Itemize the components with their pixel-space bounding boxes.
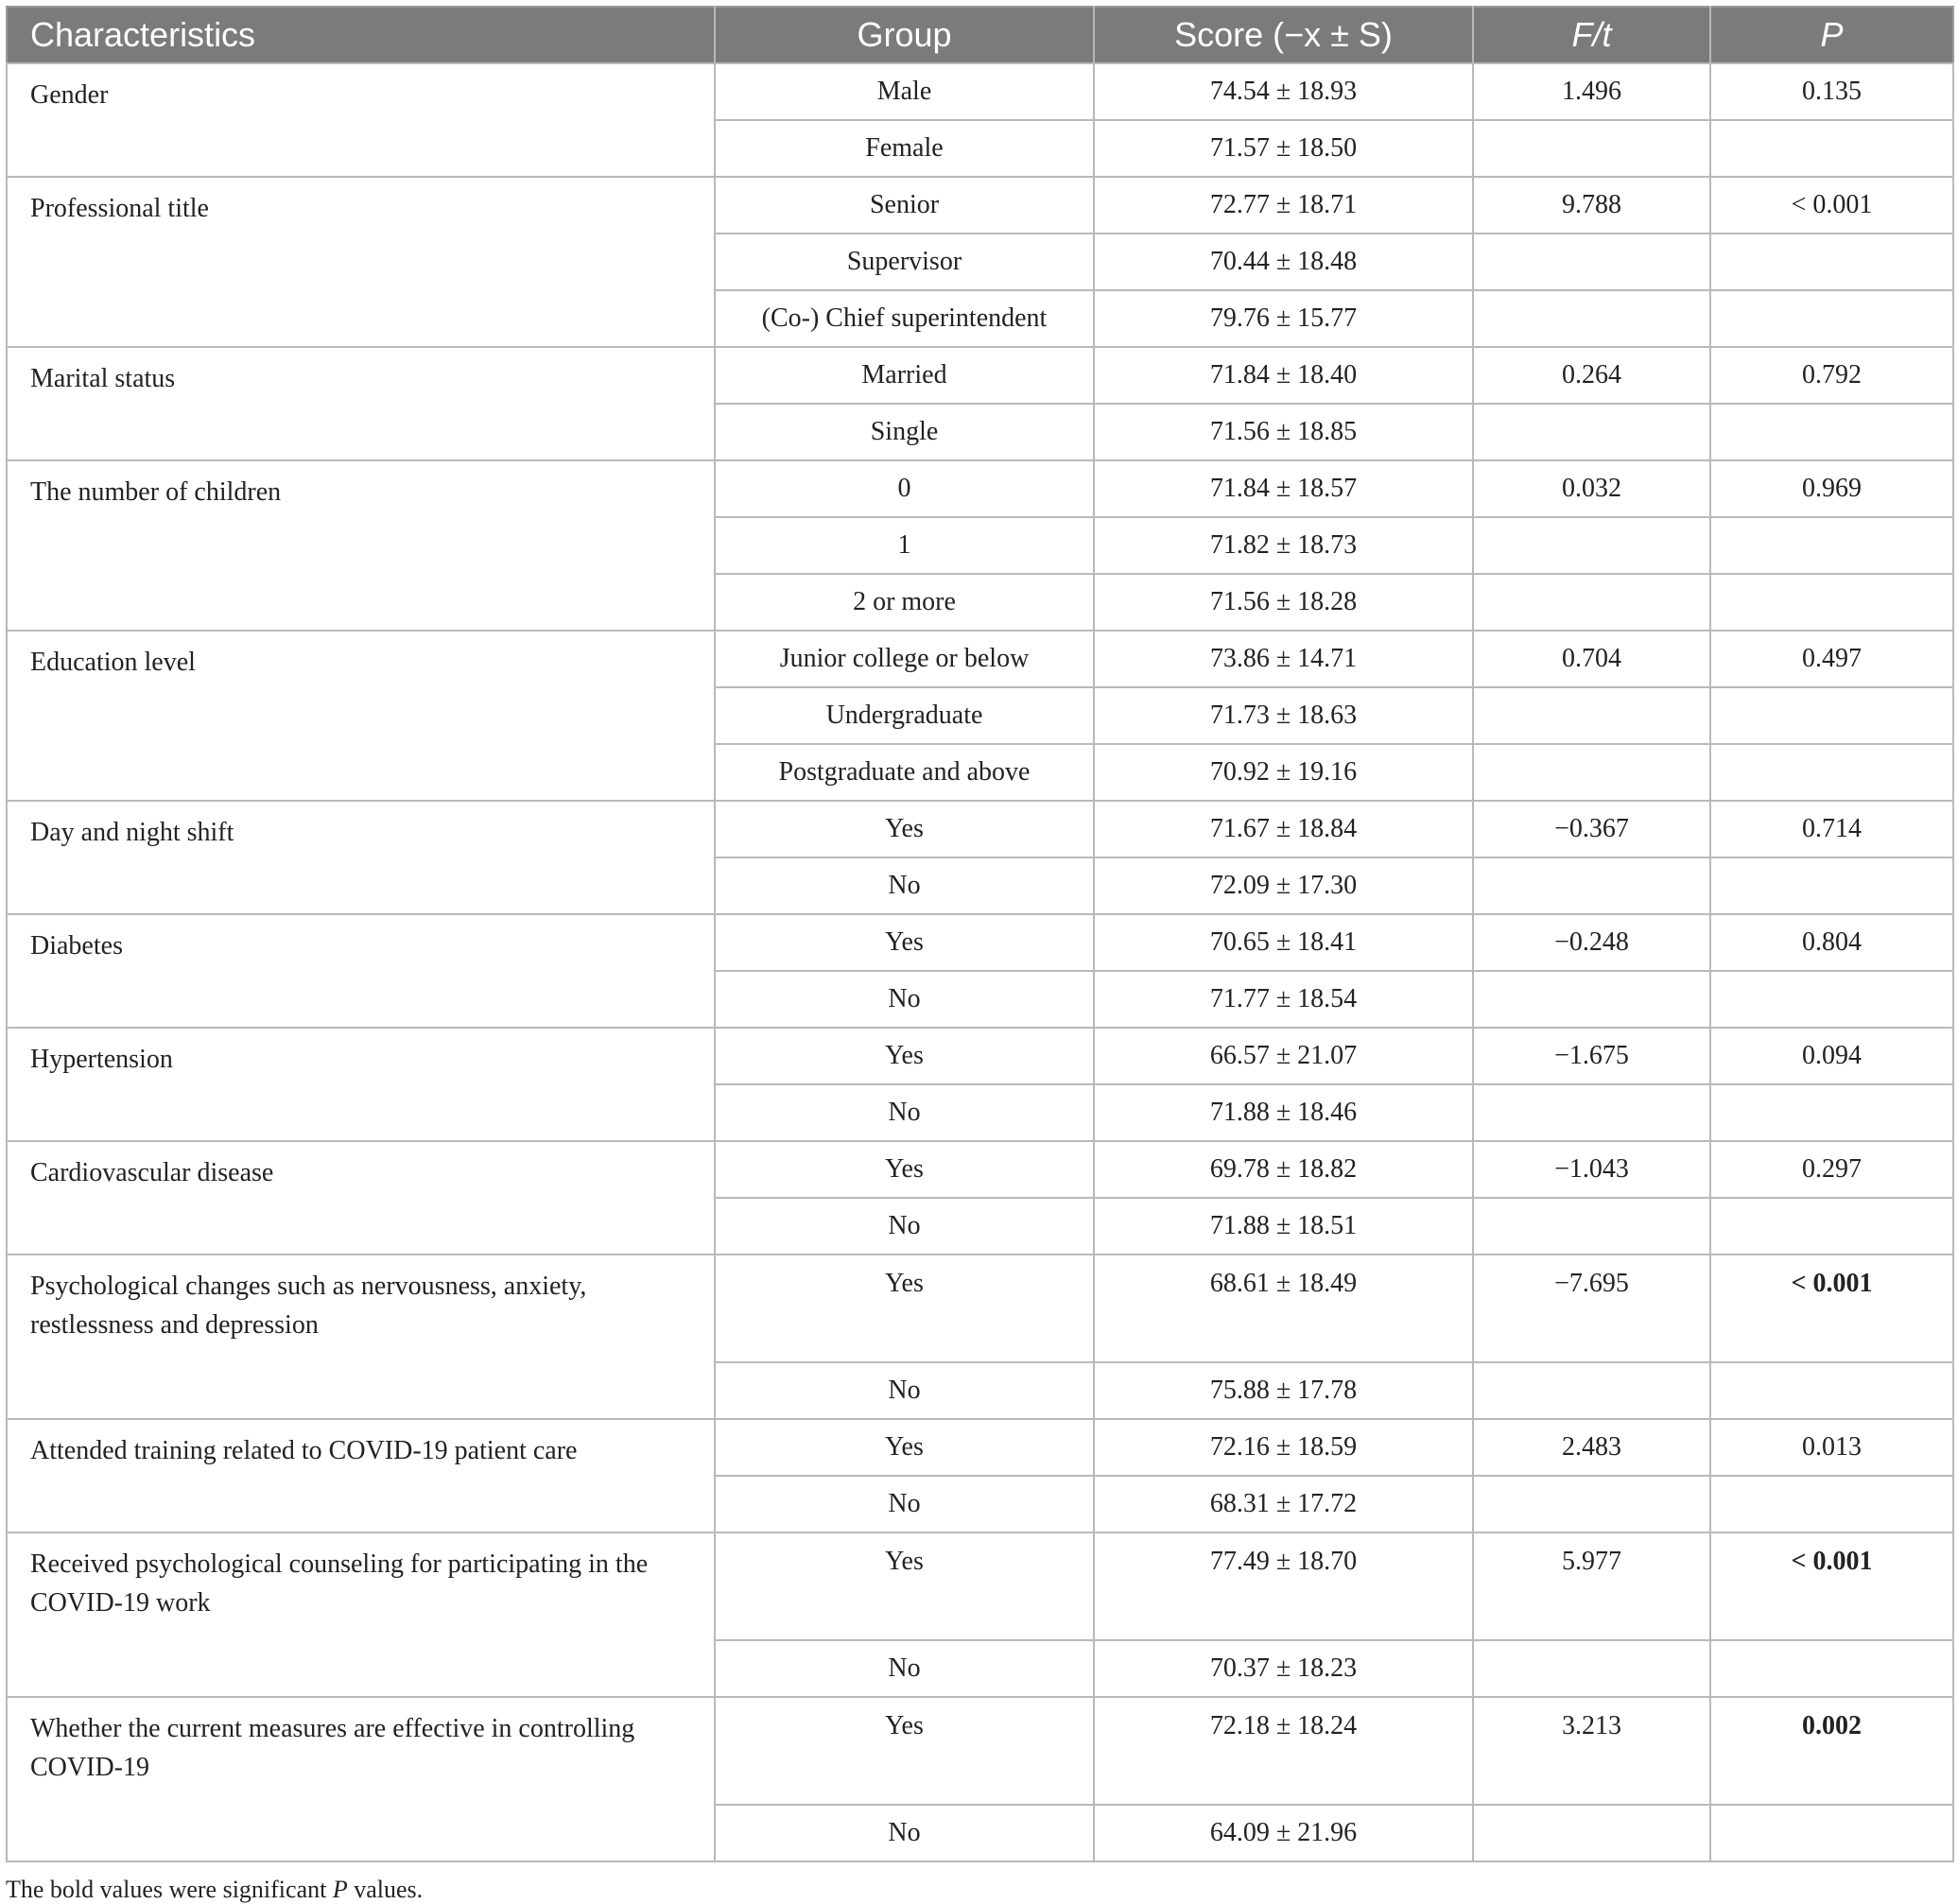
group-cell: Yes (715, 1419, 1094, 1476)
f-t-cell (1473, 517, 1710, 574)
p-value-cell: 0.804 (1710, 914, 1953, 971)
characteristic-cell: Hypertension (7, 1028, 715, 1141)
header-row (7, 7, 1953, 63)
group-cell: Supervisor (715, 234, 1094, 290)
f-t-cell (1473, 1640, 1710, 1697)
group-cell: No (715, 1198, 1094, 1255)
group-cell: Yes (715, 1028, 1094, 1084)
characteristic-cell: Day and night shift (7, 801, 715, 914)
footnote-italic-p: P (332, 1876, 348, 1903)
characteristic-cell: Cardiovascular disease (7, 1141, 715, 1255)
header-f-t: F/t (1473, 7, 1710, 63)
score-cell: 71.56 ± 18.85 (1094, 404, 1473, 460)
p-value-cell (1710, 744, 1953, 801)
score-cell: 73.86 ± 14.71 (1094, 631, 1473, 687)
group-cell: Undergraduate (715, 687, 1094, 744)
statistics-table (6, 6, 1954, 1862)
group-cell: Female (715, 120, 1094, 177)
group-cell: Yes (715, 1532, 1094, 1640)
f-t-cell: −0.367 (1473, 801, 1710, 857)
group-cell: Senior (715, 177, 1094, 234)
group-cell: No (715, 857, 1094, 914)
table-row (7, 347, 1953, 404)
f-t-cell: −1.043 (1473, 1141, 1710, 1198)
p-value-cell (1710, 1362, 1953, 1419)
score-cell: 66.57 ± 21.07 (1094, 1028, 1473, 1084)
score-cell: 71.88 ± 18.46 (1094, 1084, 1473, 1141)
group-cell: Yes (715, 1141, 1094, 1198)
table-body (7, 63, 1953, 1861)
document-page (6, 6, 1952, 1904)
group-cell: Male (715, 63, 1094, 120)
f-t-cell: 1.496 (1473, 63, 1710, 120)
group-cell: No (715, 971, 1094, 1028)
group-cell: Postgraduate and above (715, 744, 1094, 801)
group-cell: No (715, 1640, 1094, 1697)
footnote-text-after: values. (347, 1876, 424, 1903)
p-value-cell: 0.135 (1710, 63, 1953, 120)
score-cell: 70.65 ± 18.41 (1094, 914, 1473, 971)
score-cell: 72.18 ± 18.24 (1094, 1697, 1473, 1805)
characteristic-cell: Gender (7, 63, 715, 177)
score-cell: 64.09 ± 21.96 (1094, 1805, 1473, 1861)
group-cell: Yes (715, 1255, 1094, 1362)
f-t-cell (1473, 1805, 1710, 1861)
f-t-cell: 2.483 (1473, 1419, 1710, 1476)
header-p: P (1710, 7, 1953, 63)
score-cell: 68.31 ± 17.72 (1094, 1476, 1473, 1532)
table-row (7, 914, 1953, 971)
characteristic-cell: Psychological changes such as nervousness, anxiety, restlessness and depression (7, 1255, 715, 1419)
header-group: Group (715, 7, 1094, 63)
f-t-cell: 0.032 (1473, 460, 1710, 517)
p-value-cell: < 0.001 (1710, 177, 1953, 234)
table-row (7, 1697, 1953, 1805)
f-t-cell (1473, 1476, 1710, 1532)
p-value-cell: 0.497 (1710, 631, 1953, 687)
group-cell: Yes (715, 914, 1094, 971)
score-cell: 72.16 ± 18.59 (1094, 1419, 1473, 1476)
f-t-cell (1473, 234, 1710, 290)
p-value-cell (1710, 1476, 1953, 1532)
p-value-cell (1710, 290, 1953, 347)
score-cell: 71.56 ± 18.28 (1094, 574, 1473, 631)
table-row (7, 1028, 1953, 1084)
table-row (7, 1419, 1953, 1476)
f-t-cell (1473, 290, 1710, 347)
p-value-cell (1710, 574, 1953, 631)
score-cell: 71.84 ± 18.57 (1094, 460, 1473, 517)
group-cell: Yes (715, 801, 1094, 857)
p-value-cell (1710, 857, 1953, 914)
header-characteristics: Characteristics (7, 7, 715, 63)
characteristic-cell: The number of children (7, 460, 715, 631)
table-row (7, 63, 1953, 120)
score-cell: 79.76 ± 15.77 (1094, 290, 1473, 347)
p-value-cell (1710, 1198, 1953, 1255)
f-t-cell (1473, 120, 1710, 177)
p-value-cell (1710, 1640, 1953, 1697)
p-value-cell: 0.969 (1710, 460, 1953, 517)
f-t-cell (1473, 971, 1710, 1028)
f-t-cell: 9.788 (1473, 177, 1710, 234)
group-cell: Single (715, 404, 1094, 460)
table-footnote (6, 1876, 1952, 1904)
f-t-cell: −7.695 (1473, 1255, 1710, 1362)
characteristic-cell: Received psychological counseling for participating in the COVID-19 work (7, 1532, 715, 1697)
group-cell: Junior college or below (715, 631, 1094, 687)
p-value-cell: < 0.001 (1710, 1532, 1953, 1640)
score-cell: 71.77 ± 18.54 (1094, 971, 1473, 1028)
group-cell: Married (715, 347, 1094, 404)
group-cell: 1 (715, 517, 1094, 574)
table-row (7, 1255, 1953, 1362)
characteristic-cell: Marital status (7, 347, 715, 460)
p-value-cell (1710, 687, 1953, 744)
f-t-cell (1473, 574, 1710, 631)
f-t-cell: 3.213 (1473, 1697, 1710, 1805)
f-t-cell (1473, 687, 1710, 744)
score-cell: 71.57 ± 18.50 (1094, 120, 1473, 177)
f-t-cell: 5.977 (1473, 1532, 1710, 1640)
f-t-cell (1473, 857, 1710, 914)
p-value-cell (1710, 404, 1953, 460)
f-t-cell: 0.704 (1473, 631, 1710, 687)
table-header (7, 7, 1953, 63)
score-cell: 71.84 ± 18.40 (1094, 347, 1473, 404)
score-cell: 74.54 ± 18.93 (1094, 63, 1473, 120)
score-cell: 69.78 ± 18.82 (1094, 1141, 1473, 1198)
table-row (7, 801, 1953, 857)
f-t-cell (1473, 1362, 1710, 1419)
score-cell: 70.44 ± 18.48 (1094, 234, 1473, 290)
score-cell: 71.82 ± 18.73 (1094, 517, 1473, 574)
p-value-cell (1710, 971, 1953, 1028)
table-row (7, 1141, 1953, 1198)
p-value-cell: 0.297 (1710, 1141, 1953, 1198)
group-cell: No (715, 1476, 1094, 1532)
group-cell: No (715, 1805, 1094, 1861)
characteristic-cell: Whether the current measures are effective in controlling COVID-19 (7, 1697, 715, 1861)
characteristic-cell: Education level (7, 631, 715, 801)
p-value-cell (1710, 1084, 1953, 1141)
group-cell: No (715, 1362, 1094, 1419)
score-cell: 72.77 ± 18.71 (1094, 177, 1473, 234)
f-t-cell (1473, 1198, 1710, 1255)
p-value-cell (1710, 234, 1953, 290)
f-t-cell (1473, 744, 1710, 801)
score-cell: 71.73 ± 18.63 (1094, 687, 1473, 744)
f-t-cell (1473, 1084, 1710, 1141)
f-t-cell: −1.675 (1473, 1028, 1710, 1084)
p-value-cell (1710, 517, 1953, 574)
p-value-cell: 0.792 (1710, 347, 1953, 404)
p-value-cell: 0.094 (1710, 1028, 1953, 1084)
group-cell: 2 or more (715, 574, 1094, 631)
table-row (7, 460, 1953, 517)
table-row (7, 1532, 1953, 1640)
p-value-cell: 0.002 (1710, 1697, 1953, 1805)
footnote-text-before: The bold values were significant (6, 1876, 333, 1903)
score-cell: 70.37 ± 18.23 (1094, 1640, 1473, 1697)
f-t-cell: −0.248 (1473, 914, 1710, 971)
table-row (7, 177, 1953, 234)
characteristic-cell: Professional title (7, 177, 715, 347)
p-value-cell: 0.714 (1710, 801, 1953, 857)
score-cell: 68.61 ± 18.49 (1094, 1255, 1473, 1362)
characteristic-cell: Diabetes (7, 914, 715, 1028)
group-cell: Yes (715, 1697, 1094, 1805)
score-cell: 71.88 ± 18.51 (1094, 1198, 1473, 1255)
header-score: Score (−x ± S) (1094, 7, 1473, 63)
group-cell: (Co-) Chief superintendent (715, 290, 1094, 347)
characteristic-cell: Attended training related to COVID-19 patient care (7, 1419, 715, 1532)
p-value-cell (1710, 1805, 1953, 1861)
group-cell: 0 (715, 460, 1094, 517)
f-t-cell (1473, 404, 1710, 460)
table-row (7, 631, 1953, 687)
score-cell: 72.09 ± 17.30 (1094, 857, 1473, 914)
score-cell: 70.92 ± 19.16 (1094, 744, 1473, 801)
p-value-cell (1710, 120, 1953, 177)
p-value-cell: 0.013 (1710, 1419, 1953, 1476)
f-t-cell: 0.264 (1473, 347, 1710, 404)
score-cell: 71.67 ± 18.84 (1094, 801, 1473, 857)
score-cell: 77.49 ± 18.70 (1094, 1532, 1473, 1640)
score-cell: 75.88 ± 17.78 (1094, 1362, 1473, 1419)
p-value-cell: < 0.001 (1710, 1255, 1953, 1362)
group-cell: No (715, 1084, 1094, 1141)
